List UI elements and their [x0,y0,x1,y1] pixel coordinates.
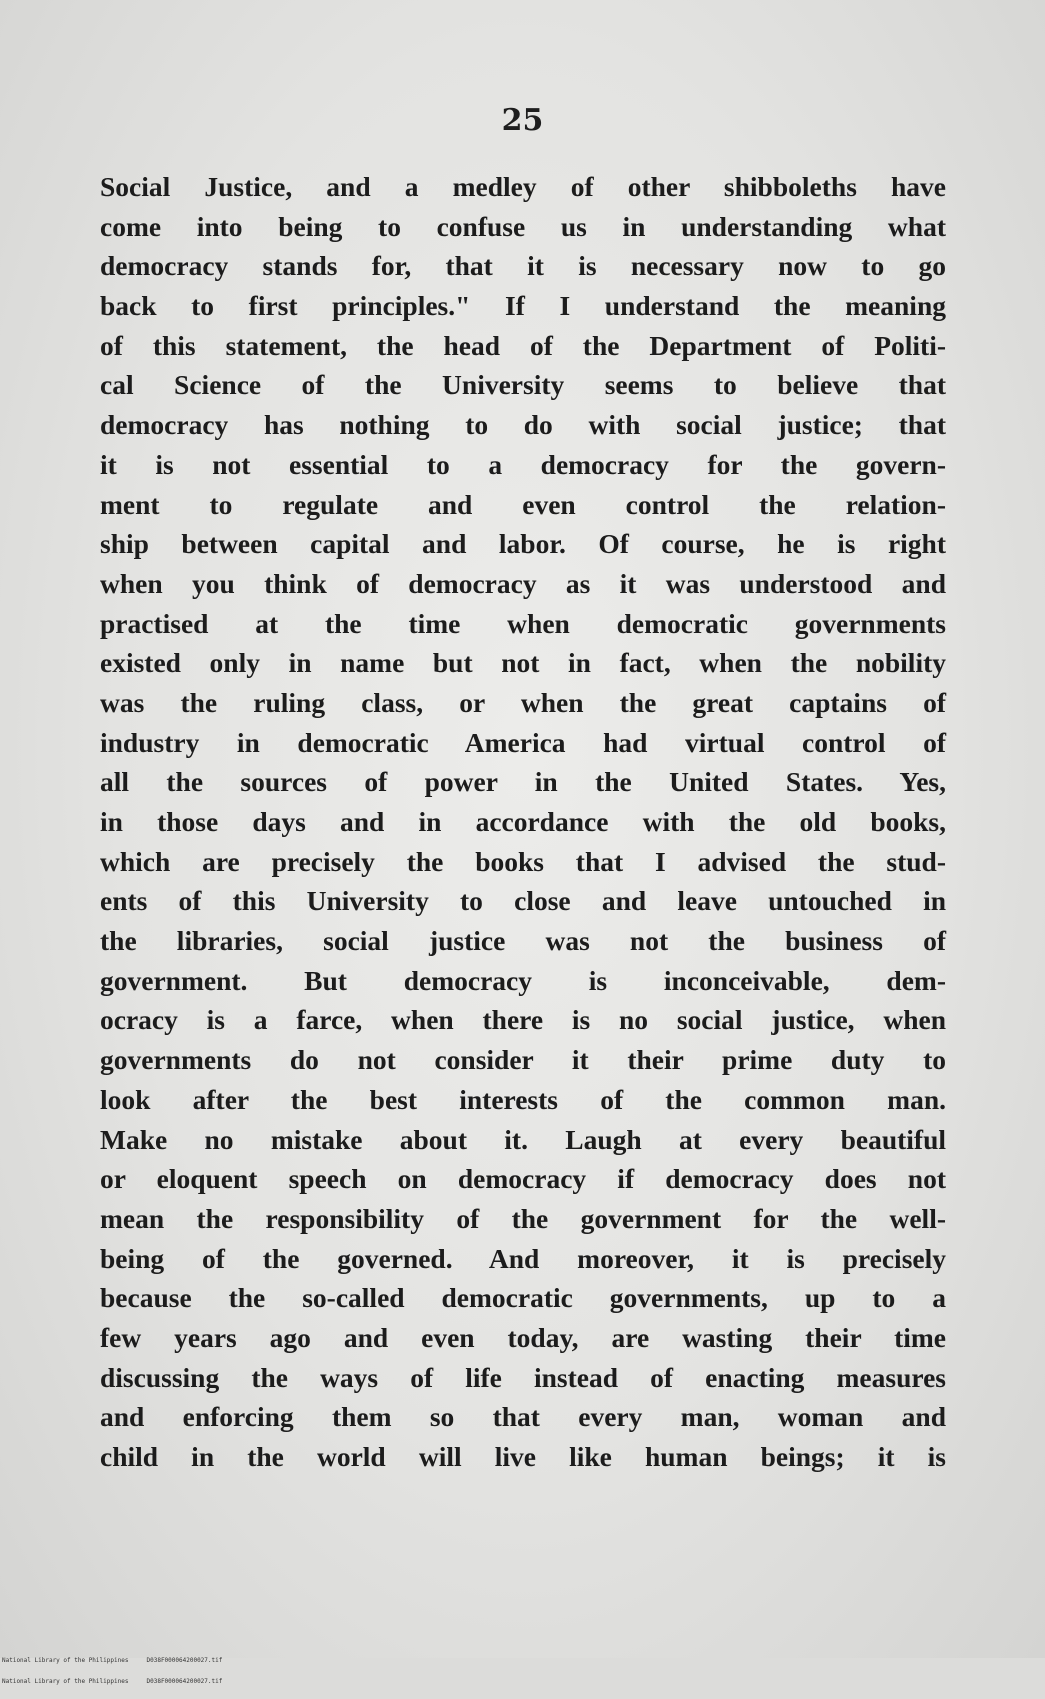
text-line: come into being to confuse us in understanding what [100,210,946,242]
text-line: cal Science of the University seems to believe that [100,369,946,401]
text-line: industry in democratic America had virtual control of [100,726,946,758]
text-line: Make no mistake about it. Laugh at every beautiful [100,1123,946,1155]
text-line: ship between capital and labor. Of course, he is right [100,528,946,560]
text-line: look after the best interests of the common man. [100,1083,946,1115]
text-line: ents of this University to close and leave untouched in [100,885,946,917]
text-line: because the so-called democratic governments, up to a [100,1282,946,1314]
text-line: or eloquent speech on democracy if democracy does not [100,1163,946,1195]
text-line: few years ago and even today, are wasting their time [100,1321,946,1353]
text-line: Social Justice, and a medley of other shibboleths have [100,171,946,202]
text-line: being of the governed. And moreover, it is precisely [100,1242,946,1274]
text-line: when you think of democracy as it was understood and [100,567,946,599]
scan-footer [2,1643,222,1699]
page-number: 25 [501,103,544,138]
text-line: of this statement, the head of the Department of Politi- [100,329,946,361]
footer-line: National Library of the Philippines D038F000064200027.tif [2,1678,223,1685]
text-line: back to first principles." If I understand the meaning [100,290,946,322]
text-line: governments do not consider it their prime duty to [100,1044,946,1076]
text-line: existed only in name but not in fact, when the nobility [100,647,946,679]
text-line: in those days and in accordance with the old books, [100,806,946,837]
text-line: ocracy is a farce, when there is no social justice, when [100,1004,946,1036]
text-line: all the sources of power in the United States. Yes, [100,766,946,798]
text-line: democracy stands for, that it is necessary now to go [100,250,946,282]
text-line: child in the world will live like human beings; it is [100,1441,946,1472]
text-line: the libraries, social justice was not the business of [100,925,946,957]
body-text [100,167,946,1477]
text-line: democracy has nothing to do with social justice; that [100,409,946,441]
text-line: and enforcing them so that every man, woman and [100,1401,946,1433]
text-line: it is not essential to a democracy for the govern- [100,448,946,480]
text-line: was the ruling class, or when the great captains of [100,686,946,718]
text-line: ment to regulate and even control the relation- [100,488,946,520]
text-line: which are precisely the books that I advised the stud- [100,845,946,877]
footer-line: National Library of the Philippines D038F000064200027.tif [2,1657,223,1664]
text-line: discussing the ways of life instead of enacting measures [100,1361,946,1393]
text-line: government. But democracy is inconceivable, dem- [100,964,946,996]
text-line: practised at the time when democratic governments [100,607,946,639]
text-line: mean the responsibility of the government for the well- [100,1202,946,1234]
